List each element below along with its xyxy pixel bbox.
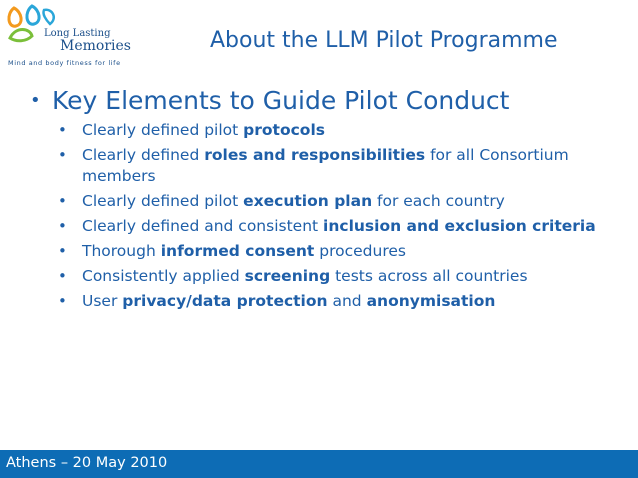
- sub-bullet-text: Clearly defined pilot: [82, 192, 244, 210]
- bullet-dot-icon: •: [58, 267, 67, 285]
- logo-teal-swirl: [43, 10, 53, 24]
- sub-bullet-text: User: [82, 292, 123, 310]
- sub-bullet-item: [58, 241, 618, 262]
- sub-bullet-text: Thorough: [82, 242, 161, 260]
- bullet-dot-icon: •: [58, 217, 67, 235]
- slide-title: About the LLM Pilot Programme: [210, 28, 558, 53]
- bullet-dot-icon: •: [58, 146, 67, 164]
- sub-bullet-item: [58, 145, 618, 187]
- sub-bullet-text: and: [327, 292, 367, 310]
- logo-tagline: Mind and body fitness for life: [8, 59, 121, 67]
- main-bullet: [30, 86, 509, 115]
- sub-bullet-list: [58, 120, 618, 316]
- logo-green-swirl: [10, 30, 32, 41]
- sub-bullet-text: tests across all countries: [330, 267, 528, 285]
- sub-bullet-text: for all Consortium members: [82, 146, 569, 185]
- bullet-dot-icon: •: [58, 192, 67, 210]
- bullet-dot-icon: •: [58, 242, 67, 260]
- sub-bullet-bold: protocols: [243, 121, 325, 139]
- sub-bullet-text: for each country: [372, 192, 505, 210]
- main-bullet-text: Key Elements to Guide Pilot Conduct: [52, 86, 510, 115]
- sub-bullet-text: Consistently applied: [82, 267, 245, 285]
- sub-bullet-bold: screening: [244, 267, 331, 285]
- sub-bullet-bold: anonymisation: [366, 292, 496, 310]
- sub-bullet-bold: inclusion and exclusion criteria: [323, 217, 596, 235]
- sub-bullet-text: Clearly defined pilot: [82, 121, 244, 139]
- sub-bullet-bold: roles and responsibilities: [204, 146, 426, 164]
- bullet-dot-icon: •: [30, 90, 41, 111]
- logo-blue-swirl: [27, 6, 39, 24]
- sub-bullet-item: [58, 291, 618, 312]
- logo-text-line2: Memories: [60, 38, 131, 54]
- bullet-dot-icon: •: [58, 121, 67, 139]
- sub-bullet-item: [58, 216, 618, 237]
- sub-bullet-item: [58, 191, 618, 212]
- sub-bullet-text: Clearly defined and consistent: [82, 217, 324, 235]
- logo-orange-swirl: [9, 8, 21, 26]
- footer-bar: [0, 450, 638, 478]
- sub-bullet-bold: execution plan: [243, 192, 373, 210]
- bullet-dot-icon: •: [58, 292, 67, 310]
- footer-text: Athens – 20 May 2010: [6, 455, 168, 471]
- sub-bullet-bold: privacy/data protection: [122, 292, 328, 310]
- sub-bullet-item: [58, 266, 618, 287]
- sub-bullet-text: Clearly defined: [82, 146, 205, 164]
- sub-bullet-item: [58, 120, 618, 141]
- sub-bullet-bold: informed consent: [160, 242, 315, 260]
- sub-bullet-text: procedures: [314, 242, 406, 260]
- logo: [4, 4, 134, 70]
- logo-text-line1: Long Lasting: [44, 28, 111, 39]
